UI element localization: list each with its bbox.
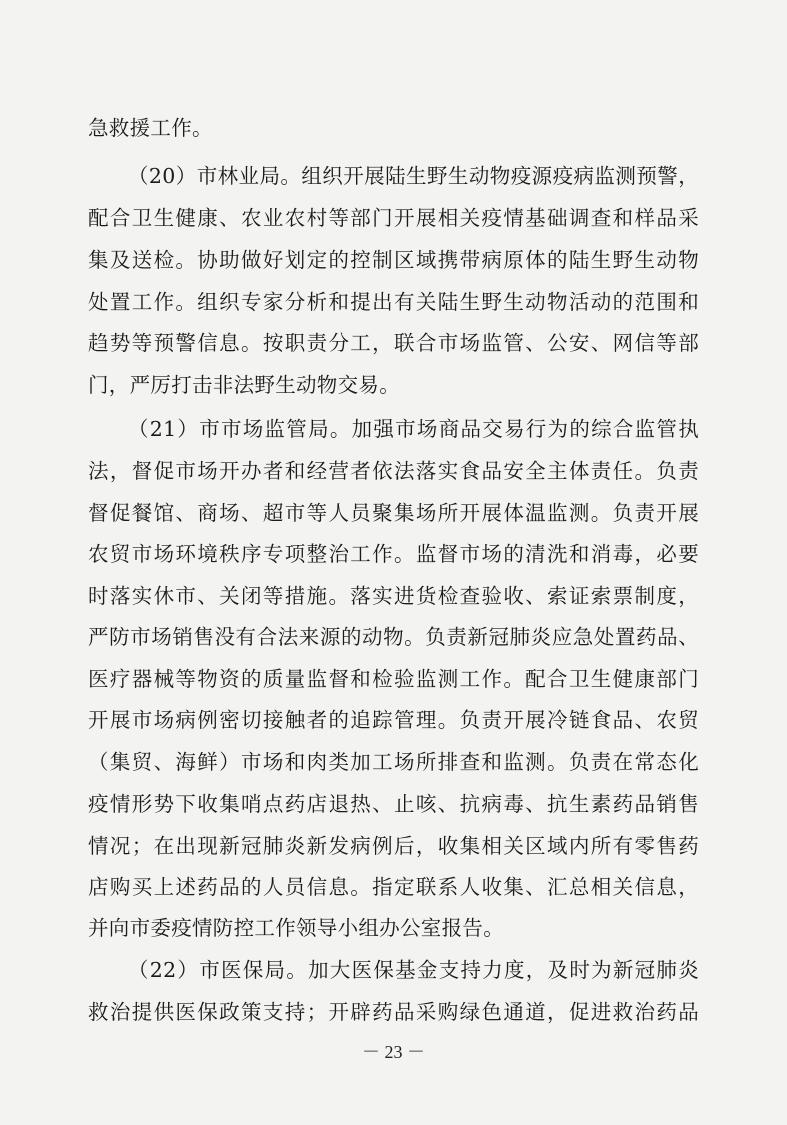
text-line: 救治提供医保政策支持；开辟药品采购绿色通道，促进救治药品 (88, 1000, 699, 1024)
text-line: 时落实休市、关闭等措施。落实进货检查验收、索证索票制度， (88, 584, 699, 608)
section-22-heading-line: （22）市医保局。加大医保基金支持力度，及时为新冠肺炎 (128, 958, 699, 982)
text-line: 医疗器械等物资的质量监督和检验监测工作。配合卫生健康部门 (88, 667, 699, 691)
text-line: 并向市委疫情防控工作领导小组办公室报告。 (88, 916, 504, 940)
page-number: － 23 － (362, 1042, 425, 1062)
text-line: 法，督促市场开办者和经营者依法落实食品安全主体责任。负责 (88, 459, 699, 483)
text-line: 集及送检。协助做好划定的控制区域携带病原体的陆生野生动物 (88, 248, 699, 272)
text-line: 店购买上述药品的人员信息。指定联系人收集、汇总相关信息， (88, 875, 699, 899)
text-line: 急救援工作。 (88, 116, 213, 140)
text-line: （集贸、海鲜）市场和肉类加工场所排查和监测。负责在常态化 (88, 750, 699, 774)
section-21-heading-line: （21）市市场监管局。加强市场商品交易行为的综合监管执 (128, 417, 699, 441)
text-line: 配合卫生健康、农业农村等部门开展相关疫情基础调查和样品采 (88, 206, 699, 230)
text-line: 疫情形势下收集哨点药店退热、止咳、抗病毒、抗生素药品销售 (88, 792, 699, 816)
text-line: 农贸市场环境秩序专项整治工作。监督市场的清洗和消毒，必要 (88, 542, 699, 566)
text-line: 门，严厉打击非法野生动物交易。 (88, 373, 400, 397)
text-line: 处置工作。组织专家分析和提出有关陆生野生动物活动的范围和 (88, 290, 699, 314)
text-line: 情况；在出现新冠肺炎新发病例后，收集相关区域内所有零售药 (88, 834, 699, 858)
text-line: 开展市场病例密切接触者的追踪管理。负责开展冷链食品、农贸 (88, 708, 699, 732)
text-line: 趋势等预警信息。按职责分工，联合市场监管、公安、网信等部 (88, 331, 699, 355)
section-20-heading-line: （20）市林业局。组织开展陆生野生动物疫源疫病监测预警， (128, 164, 699, 188)
text-line: 严防市场销售没有合法来源的动物。负责新冠肺炎应急处置药品、 (88, 625, 699, 649)
text-line: 督促餐馆、商场、超市等人员聚集场所开展体温监测。负责开展 (88, 501, 699, 525)
